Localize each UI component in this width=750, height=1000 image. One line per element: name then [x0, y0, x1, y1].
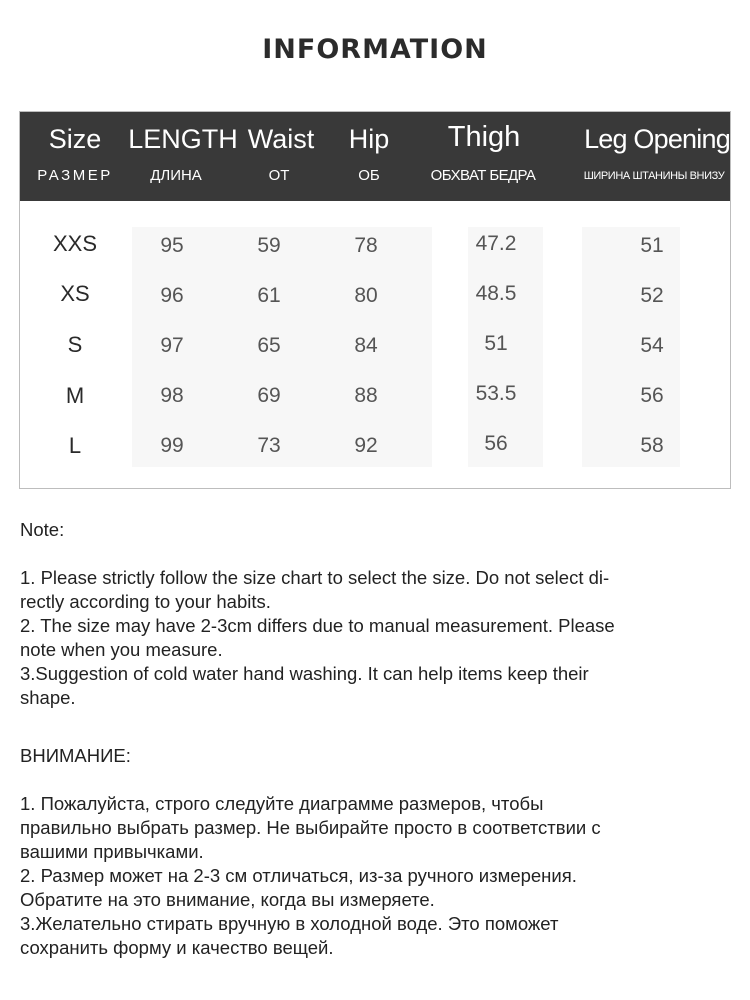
- table-cell: L: [68, 433, 82, 458]
- header-hip-ru: ОБ: [358, 167, 380, 184]
- table-cell: M: [65, 383, 85, 408]
- table-shade-block: [582, 227, 680, 467]
- note-line: note when you measure.: [20, 639, 223, 660]
- header-size: Size: [48, 124, 102, 154]
- table-cell: 56: [484, 432, 508, 455]
- table-cell: 92: [354, 434, 378, 457]
- header-waist: Waist: [247, 124, 315, 154]
- table-cell: 52: [640, 284, 664, 307]
- table-cell: 59: [257, 234, 281, 257]
- note-line: Обратите на это внимание, когда вы измеряете.: [20, 889, 435, 910]
- table-cell: XXS: [52, 231, 98, 256]
- header-leg-opening-ru: ШИРИНА ШТАНИНЫ ВНИЗУ: [583, 170, 725, 182]
- notes-section: [20, 518, 720, 960]
- table-cell: 84: [354, 334, 378, 357]
- note-line: сохранить форму и качество вещей.: [20, 937, 334, 958]
- note-line: shape.: [20, 687, 76, 708]
- table-cell: 58: [640, 434, 664, 457]
- header-length: LENGTH: [128, 124, 238, 154]
- table-cell: 88: [354, 384, 378, 407]
- size-chart-table: [19, 111, 731, 489]
- note-line: 2. The size may have 2-3cm differs due to manual measurement. Please: [20, 615, 615, 636]
- notes-heading-ru: ВНИМАНИЕ:: [20, 745, 131, 766]
- header-length-ru: ДЛИНА: [150, 167, 202, 184]
- note-line: правильно выбрать размер. Не выбирайте просто в соответствии с: [20, 817, 601, 838]
- table-cell: 54: [640, 334, 664, 357]
- table-cell: 80: [354, 284, 378, 307]
- table-cell: 96: [160, 284, 184, 307]
- table-cell: 97: [160, 334, 184, 357]
- table-cell: XS: [60, 281, 90, 306]
- table-cell: 98: [160, 384, 184, 407]
- table-cell: 51: [640, 234, 664, 257]
- note-line: 2. Размер может на 2-3 см отличаться, из-за ручного измерения.: [20, 865, 577, 886]
- table-cell: 53.5: [475, 382, 517, 405]
- table-cell: 48.5: [475, 282, 517, 305]
- page-title: INFORMATION: [262, 34, 488, 65]
- table-cell: 56: [640, 384, 664, 407]
- note-line: rectly according to your habits.: [20, 591, 271, 612]
- table-header: [20, 112, 730, 201]
- table-cell: 69: [257, 384, 281, 407]
- header-size-ru: РАЗМЕР: [37, 167, 113, 184]
- note-line: 3.Желательно стирать вручную в холодной воде. Это поможет: [20, 913, 559, 934]
- header-thigh-ru: ОБХВАТ БЕДРА: [430, 167, 536, 184]
- table-cell: S: [67, 332, 83, 357]
- table-cell: 65: [257, 334, 281, 357]
- note-line: 1. Please strictly follow the size chart to select the size. Do not select di-: [20, 567, 610, 588]
- notes-heading-en: Note:: [20, 519, 65, 540]
- table-cell: 78: [354, 234, 378, 257]
- header-thigh: Thigh: [447, 121, 521, 153]
- table-body: [20, 201, 730, 489]
- note-line: 1. Пожалуйста, строго следуйте диаграмме размеров, чтобы: [20, 793, 544, 814]
- table-cell: 51: [484, 332, 508, 355]
- header-waist-ru: ОТ: [268, 167, 290, 184]
- table-cell: 61: [257, 284, 281, 307]
- table-cell: 47.2: [475, 232, 517, 255]
- note-line: вашими привычками.: [20, 841, 204, 862]
- table-cell: 95: [160, 234, 184, 257]
- table-cell: 73: [257, 434, 281, 457]
- header-hip: Hip: [348, 124, 390, 154]
- table-cell: 99: [160, 434, 184, 457]
- header-leg-opening: Leg Opening: [584, 124, 730, 154]
- note-line: 3.Suggestion of cold water hand washing. It can help items keep their: [20, 663, 589, 684]
